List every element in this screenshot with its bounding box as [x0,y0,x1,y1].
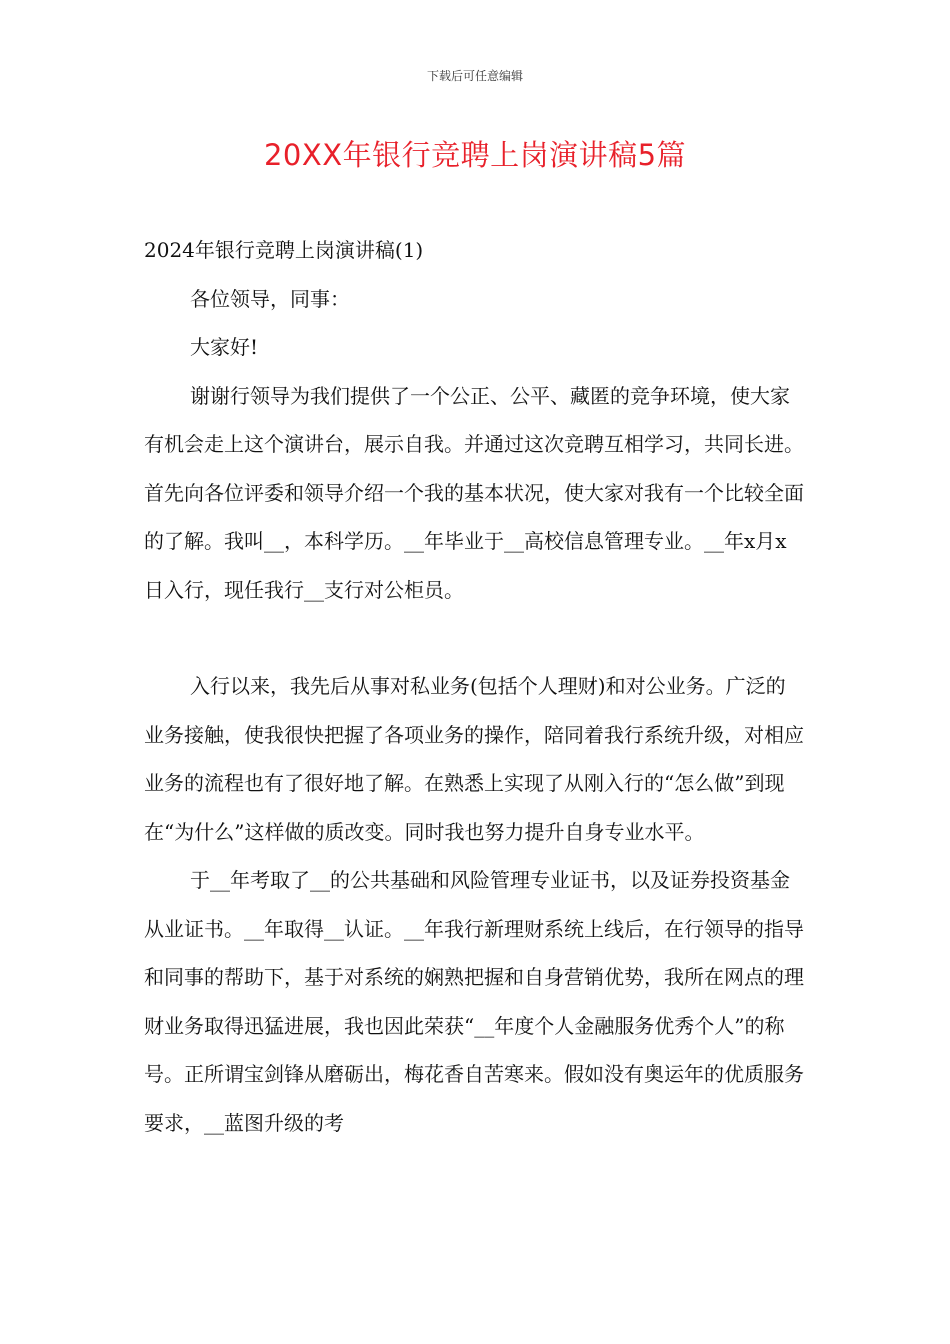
salutation: 各位领导，同事： [190,286,350,311]
paragraph-3: 于__年考取了__的公共基础和风险管理专业证书，以及证券投资基金从业证书。__年取得__认证。__年我行新理财系统上线后，在行领导的指导和同事的帮助下，基于对系统的娴熟把握和自身营销优势，我所在网点的理财业务取得迅猛进展，我也因此荣获“__年度个人金融服务优秀个人”的称号。正所谓宝剑锋从磨砺出，梅花香自苦寒来。假如没有奥运年的优质服务要求，__蓝图升级的考 [144,868,804,1135]
paragraph-2: 入行以来，我先后从事对私业务(包括个人理财)和对公业务。广泛的业务接触，使我很快把握了各项业务的操作，陪同着我行系统升级，对相应业务的流程也有了很好地了解。在熟悉上实现了从刚入行的“怎么做”到现在“为什么”这样做的质改变。同时我也努力提升自身专业水平。 [144,674,804,844]
paragraph-1: 谢谢行领导为我们提供了一个公正、公平、藏匿的竞争环境，使大家有机会走上这个演讲台，展示自我。并通过这次竞聘互相学习，共同长进。首先向各位评委和领导介绍一个我的基本状况，使大家对我有一个比较全面的了解。我叫__，本科学历。__年毕业于__高校信息管理专业。__年x月x日入行，现任我行__支行对公柜员。 [144,383,804,602]
paragraph-gap [144,614,804,662]
header-note: 下载后可任意编辑 [426,69,523,83]
document-title: 20XX年银行竞聘上岗演讲稿5篇 [263,138,687,172]
section-subtitle: 2024年银行竞聘上岗演讲稿(1) [144,238,424,262]
greeting: 大家好! [190,335,259,359]
document-body [144,226,804,1147]
